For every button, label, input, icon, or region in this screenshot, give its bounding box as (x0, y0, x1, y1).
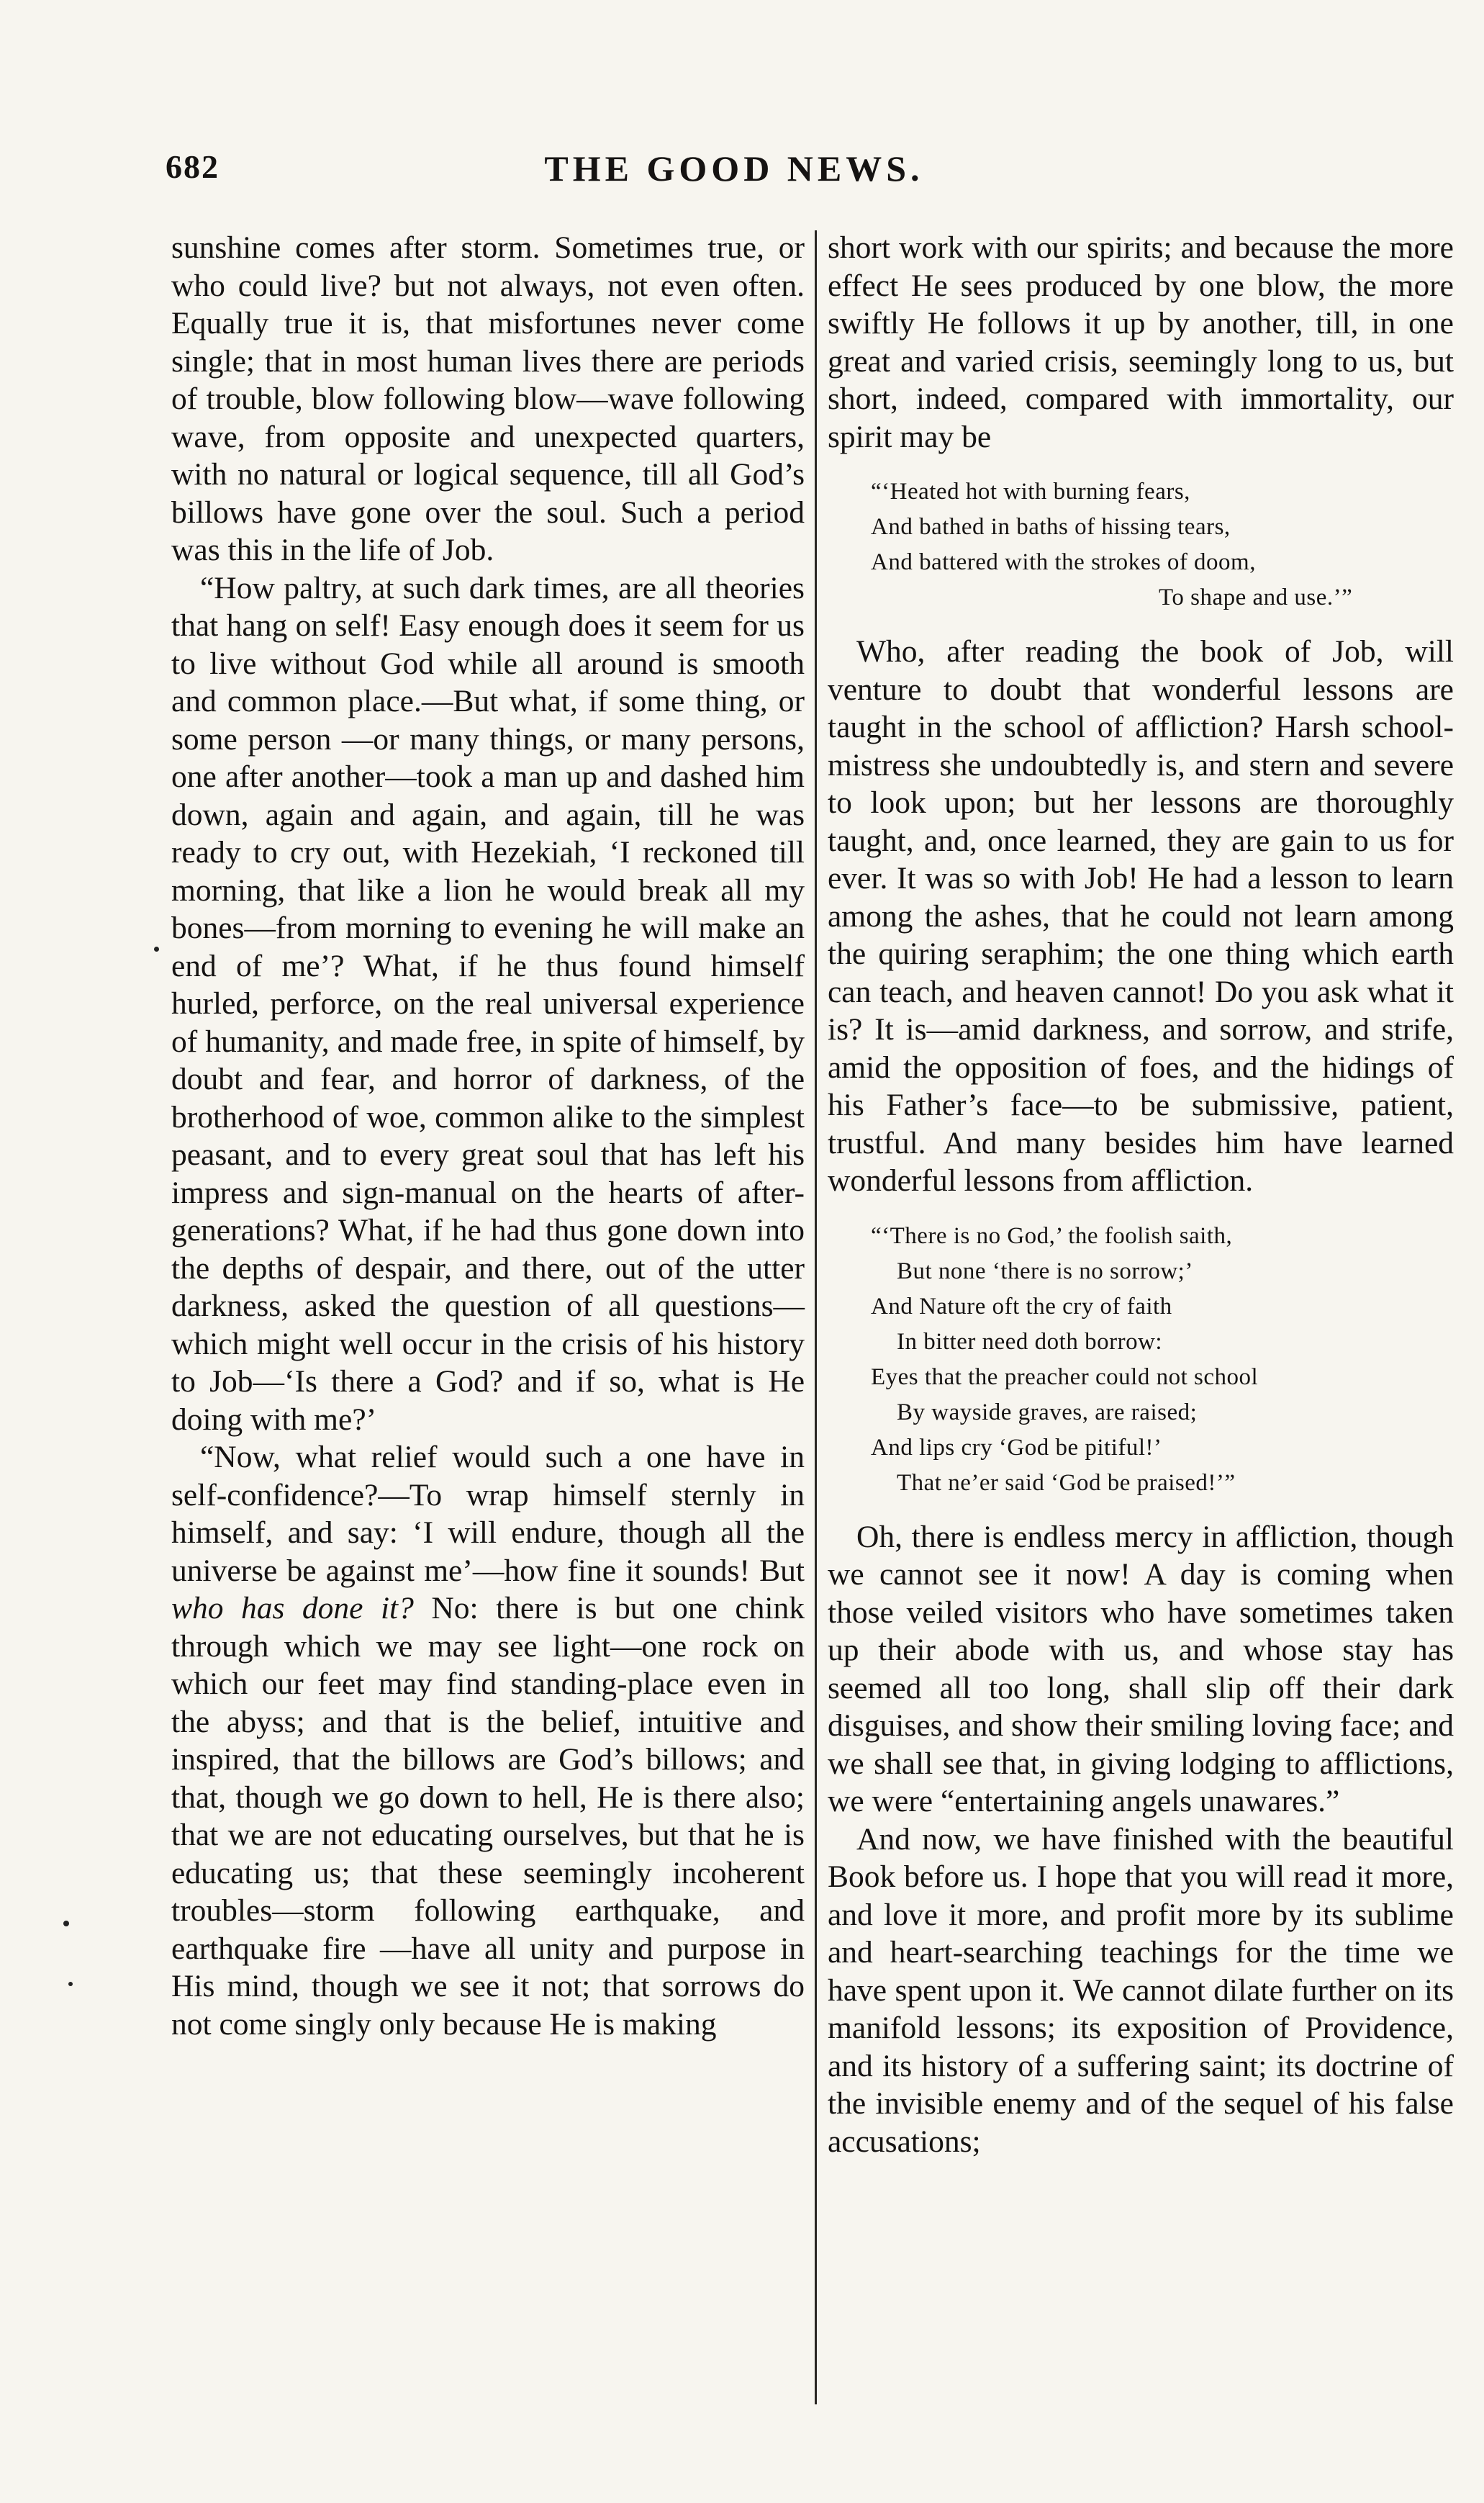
left-column (171, 229, 805, 2043)
ink-speck (63, 1921, 69, 1926)
paragraph: Oh, there is endless mercy in affliction, though we cannot see it now! A day is coming when those veiled visitors who have sometimes taken up their abode with us, and whose stay has seemed all too long, shall slip off their dark disguises, and show their smiling loving face; and we shall see that, in giving lodging to afflictions, we were “entertaining angels unawares.” (828, 1519, 1454, 1818)
poem-line: And battered with the strokes of doom, (871, 549, 1256, 575)
poem-line: In bitter need doth borrow: (897, 1328, 1163, 1355)
page-header (166, 148, 1303, 198)
paragraph-text: “Now, what relief would such a one have in self-confidence?—To wrap himself sternly in himself, and say: ‘I will endure, though all the universe be against me’—how fine it sounds! But (171, 1440, 805, 1588)
ink-speck (68, 1982, 73, 1986)
paragraph (171, 1438, 805, 2043)
poem-line: But none ‘there is no sorrow;’ (897, 1258, 1193, 1284)
paragraph-text: No: there is but one chink through which we may see light—one rock on which our feet may find standing-place even in the abyss; and that is the belief, intuitive and inspired, that the billows are God’s billows; and that, though we go down to hell, He is there also; that we are not educating ourselves, but that he is educating us; that these seemingly incoherent troubles—storm following earthquake, and earthquake fire —have all unity and purpose in His mind, though we see it not; that sorrows do not come singly only because He is making (171, 1591, 805, 2042)
poem-quote (828, 474, 1454, 615)
poem-line: And bathed in baths of hissing tears, (871, 514, 1231, 540)
paragraph: And now, we have finished with the beautiful Book before us. I hope that you will read it more, and love it more, and profit more by its sublime and heart-searching teachings for the time we have spent upon it. We cannot dilate further on its manifold lessons; its exposition of Providence, and its history of a suffering saint; its doctrine of the invisible enemy and of the sequel of his false accusations; (828, 1821, 1454, 2159)
poem-quote (828, 1219, 1454, 1501)
italic-phrase: who has done it? (171, 1591, 414, 1625)
ink-speck (154, 947, 159, 952)
poem-line: And lips cry ‘God be pitiful!’ (871, 1434, 1162, 1461)
paragraph: short work with our spirits; and because the more effect He sees produced by one blow, the more swiftly He follows it up by another, till, in one great and varied crisis, seemingly long to us, but short, indeed, compared with immortality, our spirit may be (828, 230, 1454, 454)
right-column (828, 229, 1454, 2160)
poem-line: Eyes that the preacher could not school (871, 1363, 1259, 1390)
running-head: THE GOOD NEWS. (544, 148, 924, 189)
poem-line: That ne’er said ‘God be praised!’” (897, 1469, 1236, 1496)
paragraph: “How paltry, at such dark times, are all theories that hang on self! Easy enough does it seem for us to live without God while all around is smooth and common place.—But what, if some thing, or some person —or many things, or many persons, one after another—took a man up and dashed him down, again and again, and again, till he was ready to cry out, with Hezekiah, ‘I reckoned till morning, that like a lion he would break all my bones—from morning to evening he will make an end of me’? What, if he thus found himself hurled, perforce, on the real universal experience of humanity, and made free, in spite of himself, by doubt and fear, and horror of darkness, of the brotherhood of woe, common alike to the simplest peasant, and to every great soul that has left his impress and sign-manual on the hearts of after-generations? What, if he had thus gone down into the depths of despair, and there, out of the utter darkness, asked the question of all questions—which might well occur in the crisis of his history to Job—‘Is there a God? and if so, what is He doing with me?’ (171, 570, 805, 1437)
paragraph: Who, after reading the book of Job, will venture to doubt that wonderful lessons are taught in the school of affliction? Harsh school-mistress she undoubtedly is, and stern and severe to look upon; but her lessons are thoroughly taught, and, once learned, they are gain to us for ever. It was so with Job! He had a lesson to learn among the ashes, that he could not learn among the quiring seraphim; the one thing which earth can teach, and heaven cannot! Do you ask what it is? It is—amid darkness, and sorrow, and strife, amid the opposition of foes, and the hidings of his Father’s face—to be submissive, patient, trustful. And many besides him have learned wonderful lessons from affliction. (828, 634, 1454, 1198)
poem-line: By wayside graves, are raised; (897, 1399, 1198, 1425)
page-number: 682 (166, 148, 220, 185)
paragraph: sunshine comes after storm. Sometimes true, or who could live? but not always, not even often. Equally true it is, that misfortunes never come single; that in most human lives there are periods of trouble, blow following blow—wave following wave, from opposite and unexpected quarters, with no natural or logical sequence, till all God’s billows have gone over the soul. Such a period was this in the life of Job. (171, 230, 805, 567)
poem-line: “‘There is no God,’ the foolish saith, (871, 1222, 1233, 1249)
column-divider (815, 230, 817, 2404)
poem-line: “‘Heated hot with burning fears, (871, 479, 1190, 505)
poem-line: To shape and use.’” (1159, 585, 1353, 610)
poem-line: And Nature oft the cry of faith (871, 1293, 1172, 1320)
